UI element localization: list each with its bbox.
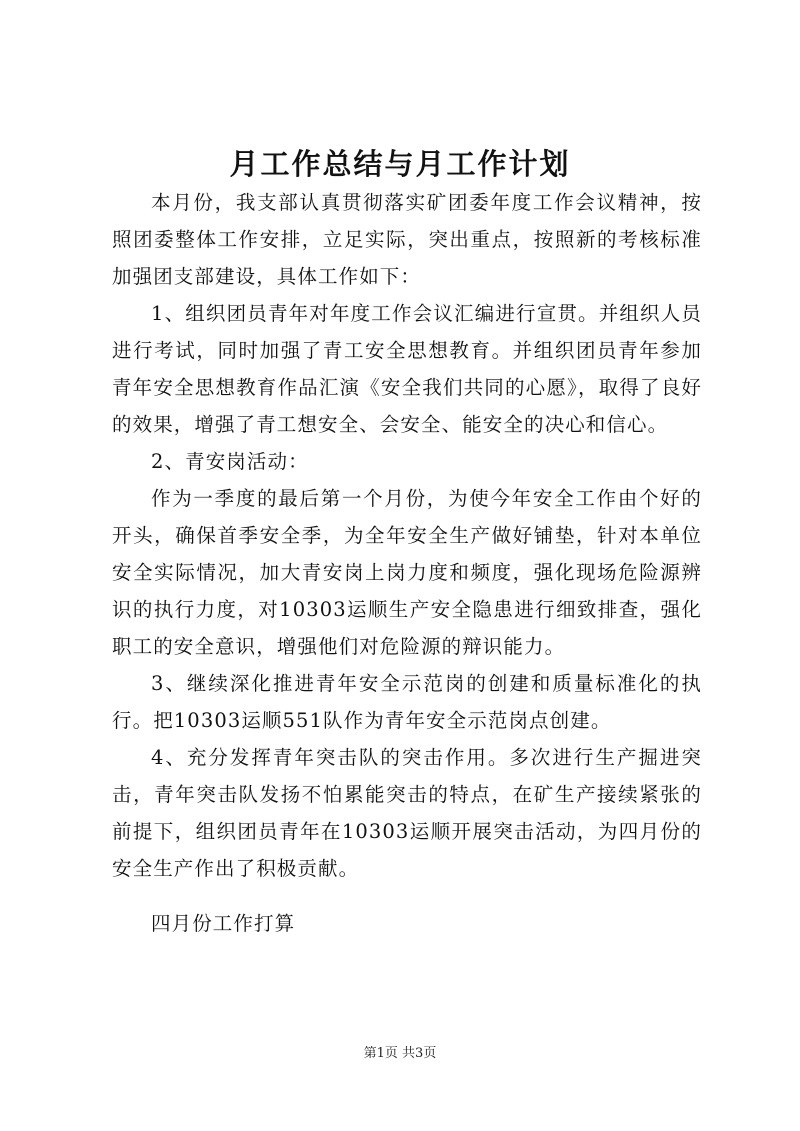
page-number-footer: 第1页 共3页 [363, 1046, 437, 1061]
document-body [112, 184, 702, 942]
paragraph-item-2-body: 作为一季度的最后第一个月份，为使今年安全工作由个好的开头，确保首季安全季，为全年安全生产做好铺垫，针对本单位安全实际情况，加大青安岗上岗力度和频度，强化现场危险源辨识的执行力度，对10303运顺生产安全隐患进行细致排查，强化职工的安全意识，增强他们对危险源的辩识能力。 [112, 487, 702, 658]
paragraph-next-month-plan: 四月份工作打算 [151, 912, 296, 935]
paragraph-intro: 本月份，我支部认真贯彻落实矿团委年度工作会议精神，按照团委整体工作安排，立足实际，突出重点，按照新的考核标准加强团支部建设，具体工作如下： [112, 191, 702, 288]
paragraph-item-1: 1、组织团员青年对年度工作会议汇编进行宣贯。并组织人员进行考试，同时加强了青工安全思想教育。并组织团员青年参加青年安全思想教育作品汇演《安全我们共同的心愿》，取得了良好的效果，增强了青工想安全、会安全、能安全的决心和信心。 [112, 302, 702, 436]
paragraph-item-4: 4、充分发挥青年突击队的突击作用。多次进行生产掘进突击，青年突击队发扬不怕累能突击的特点，在矿生产接续紧张的前提下，组织团员青年在10303运顺开展突击活动，为四月份的安全生产作出了积极贡献。 [112, 746, 702, 880]
paragraph-item-2-heading: 2、青安岗活动： [151, 450, 309, 473]
paragraph-item-3: 3、继续深化推进青年安全示范岗的创建和质量标准化的执行。把10303运顺551队作为青年安全示范岗点创建。 [112, 672, 702, 732]
document-title: 月工作总结与月工作计划 [229, 147, 571, 181]
